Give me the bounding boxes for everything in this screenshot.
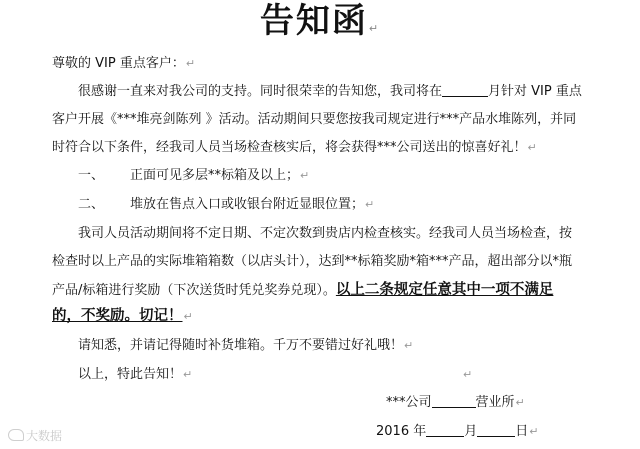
para2-line2 — [52, 253, 572, 271]
month-blank — [442, 83, 488, 97]
condition-2 — [78, 196, 374, 214]
paragraph-mark: ↵ — [404, 339, 414, 352]
para1-text-3: 时符合以下条件，经我司人员当场检查核实后，将会获得***公司送出的惊喜好礼！ — [52, 140, 527, 155]
salutation-text: 尊敬的 VIP 重点客户： — [52, 56, 185, 71]
para1-line3 — [52, 139, 537, 157]
watermark — [8, 427, 62, 444]
paragraph-mark: ↵ — [515, 396, 525, 409]
paragraph-mark: ↵ — [183, 368, 193, 381]
paragraph-mark: ↵ — [183, 310, 193, 323]
para1-text-a: 很感谢一直来对我公司的支持。同时很荣幸的告知您，我司将在 — [78, 84, 443, 99]
para2-text-3: 产品/标箱进行奖励（下次送货时凭兑奖券兑现）。 — [52, 283, 336, 298]
paragraph-mark: ↵ — [365, 198, 375, 211]
date-day: 日 — [515, 424, 529, 439]
para1-text-b: 月针对 VIP 重点 — [488, 84, 582, 99]
company-name: ***公司 — [386, 395, 432, 410]
emphasis-text-end: 的，不奖励。切记！ — [52, 308, 183, 324]
para2-line3 — [52, 281, 553, 300]
date-month: 月 — [464, 424, 478, 439]
watermark-text: 大数据 — [26, 429, 63, 443]
condition-text: 正面可见多层**标箱及以上； — [130, 168, 300, 183]
paragraph-mark: ↵ — [300, 169, 310, 182]
company-blank — [432, 394, 476, 408]
condition-number: 二、 — [78, 197, 105, 212]
para1-line1 — [78, 83, 582, 101]
paragraph-mark: ↵ — [463, 368, 473, 381]
para2-text-2: 检查时以上产品的实际堆箱箱数（以店头计），达到**标箱奖励*箱***产品，超出部分以*瓶 — [52, 254, 573, 269]
chat-bubble-icon — [8, 429, 24, 441]
day-blank — [477, 423, 515, 437]
emphasis-text: 以上二条规定任意其中一项不满足 — [335, 282, 554, 298]
para2-text-1: 我司人员活动期间将不定日期、不定次数到贵店内检查核实。经我司人员当场检查，按 — [78, 226, 573, 241]
date-year: 2016 年 — [376, 424, 427, 439]
salutation — [52, 55, 195, 73]
paragraph-mark: ↵ — [527, 141, 537, 154]
condition-text: 堆放在售点入口或收银台附近显眼位置； — [130, 197, 365, 212]
para1-line2 — [52, 111, 576, 129]
title-text: 告知函 — [259, 1, 368, 41]
signature-date — [376, 423, 538, 441]
para3 — [78, 337, 413, 355]
para4-text: 以上，特此告知！ — [78, 367, 183, 382]
month-blank — [426, 423, 464, 437]
paragraph-mark: ↵ — [185, 57, 196, 70]
signature-company — [386, 394, 525, 412]
para4 — [78, 366, 192, 384]
para2-line1 — [78, 225, 572, 243]
paragraph-mark: ↵ — [529, 425, 539, 438]
company-suffix: 营业所 — [475, 395, 515, 410]
empty-line-mark — [462, 366, 472, 384]
page-title — [0, 0, 640, 50]
condition-1 — [78, 167, 309, 185]
para2-line4 — [52, 307, 193, 326]
condition-number: 一、 — [78, 168, 105, 183]
para3-text: 请知悉，并请记得随时补货堆箱。千万不要错过好礼哦！ — [78, 338, 404, 353]
para1-text-2: 客户开展《***堆亮剑陈列 》活动。活动期间只要您按我司规定进行***产品水堆陈列，并同 — [52, 112, 577, 127]
paragraph-mark: ↵ — [368, 22, 381, 35]
